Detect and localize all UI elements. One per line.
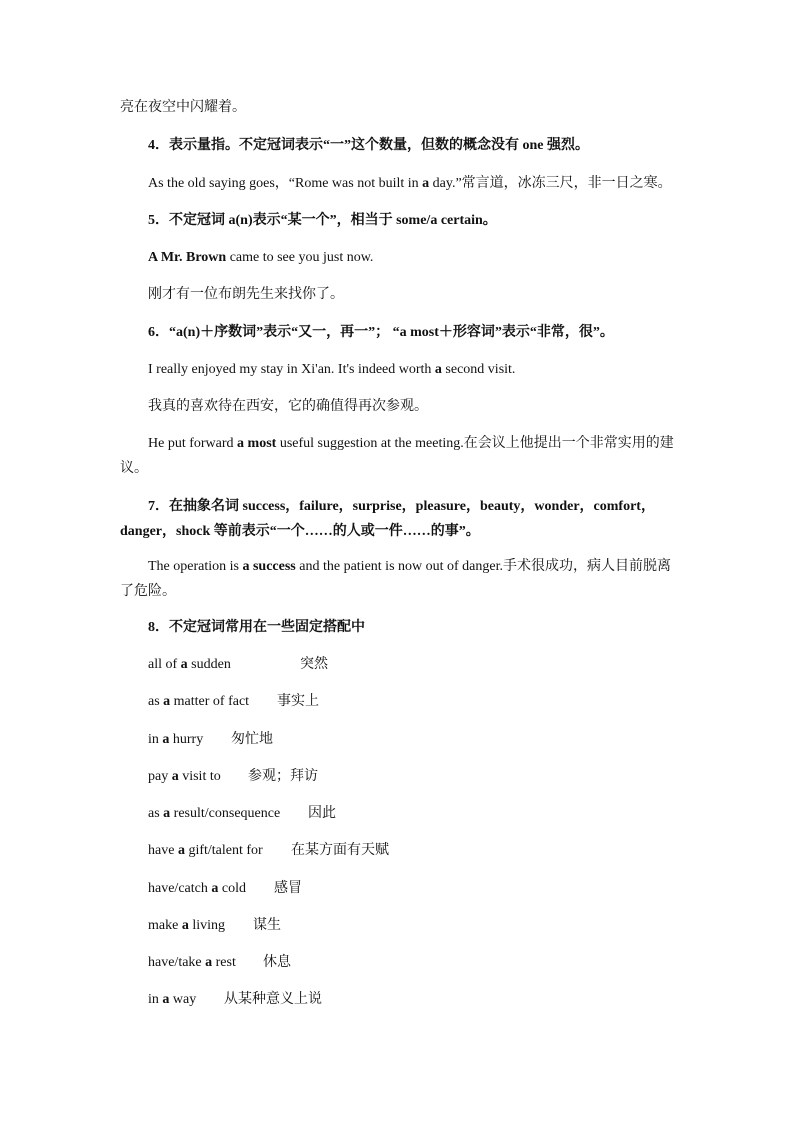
phrase-row: as a result/consequence 因此 [148,806,336,821]
section-6-example-a: I really enjoyed my stay in Xi'an. It's indeed worth a second visit. [148,362,516,377]
section-5-example: A Mr. Brown came to see you just now. [148,250,374,265]
phrase-translation: 从某种意义上说 [224,992,322,1007]
section-8-heading: 8．不定冠词常用在一些固定搭配中 [148,620,365,635]
section-4-example: As the old saying goes，“Rome was not built in a day.”常言道，冰冻三尺，非一日之寒。 [148,176,672,191]
phrase-translation: 因此 [308,806,336,821]
phrase-row: in a way 从某种意义上说 [148,992,322,1007]
phrase-row: in a hurry 匆忙地 [148,732,273,747]
section-6-translation-a: 我真的喜欢待在西安，它的确值得再次参观。 [148,399,428,414]
phrase-translation: 感冒 [274,881,302,896]
phrase-row: make a living 谋生 [148,918,281,933]
phrase-translation: 突然 [300,657,328,672]
phrase-translation: 事实上 [277,694,319,709]
phrase-translation: 在某方面有天赋 [291,843,389,858]
phrase-translation: 参观；拜访 [248,769,318,784]
section-4-heading: 4．表示量指。不定冠词表示“一”这个数量，但数的概念没有 one 强烈。 [148,138,589,153]
section-5-heading: 5．不定冠词 a(n)表示“某一个”，相当于 some/a certain。 [148,213,497,228]
phrase-row: have/catch a cold 感冒 [148,881,302,896]
phrase-row: all of a sudden 突然 [148,657,328,672]
phrase-row: have a gift/talent for 在某方面有天赋 [148,843,389,858]
intro-tail-text: 亮在夜空中闪耀着。 [120,100,246,115]
phrase-row: pay a visit to 参观；拜访 [148,769,318,784]
phrase-translation: 匆忙地 [231,732,273,747]
section-5-translation: 刚才有一位布朗先生来找你了。 [148,287,344,302]
section-7-example: The operation is a success and the patient is now out of danger.手术很成功，病人目前脱离了危险。 [120,559,671,599]
section-6-heading: 6．“a(n)＋序数词”表示“又一，再一”； “a most＋形容词”表示“非常，很”。 [148,325,614,340]
phrase-translation: 休息 [263,955,291,970]
section-6-example-b: He put forward a most useful suggestion at the meeting.在会议上他提出一个非常实用的建议。 [120,436,674,476]
phrase-row: as a matter of fact 事实上 [148,694,319,709]
section-7-heading: 7．在抽象名词 success，failure，surprise，pleasure，beauty，wonder，comfort，danger，shock 等前表示“一个……的人或一件……的事”。 [120,499,655,539]
phrase-translation: 谋生 [253,918,281,933]
phrase-row: have/take a rest 休息 [148,955,291,970]
